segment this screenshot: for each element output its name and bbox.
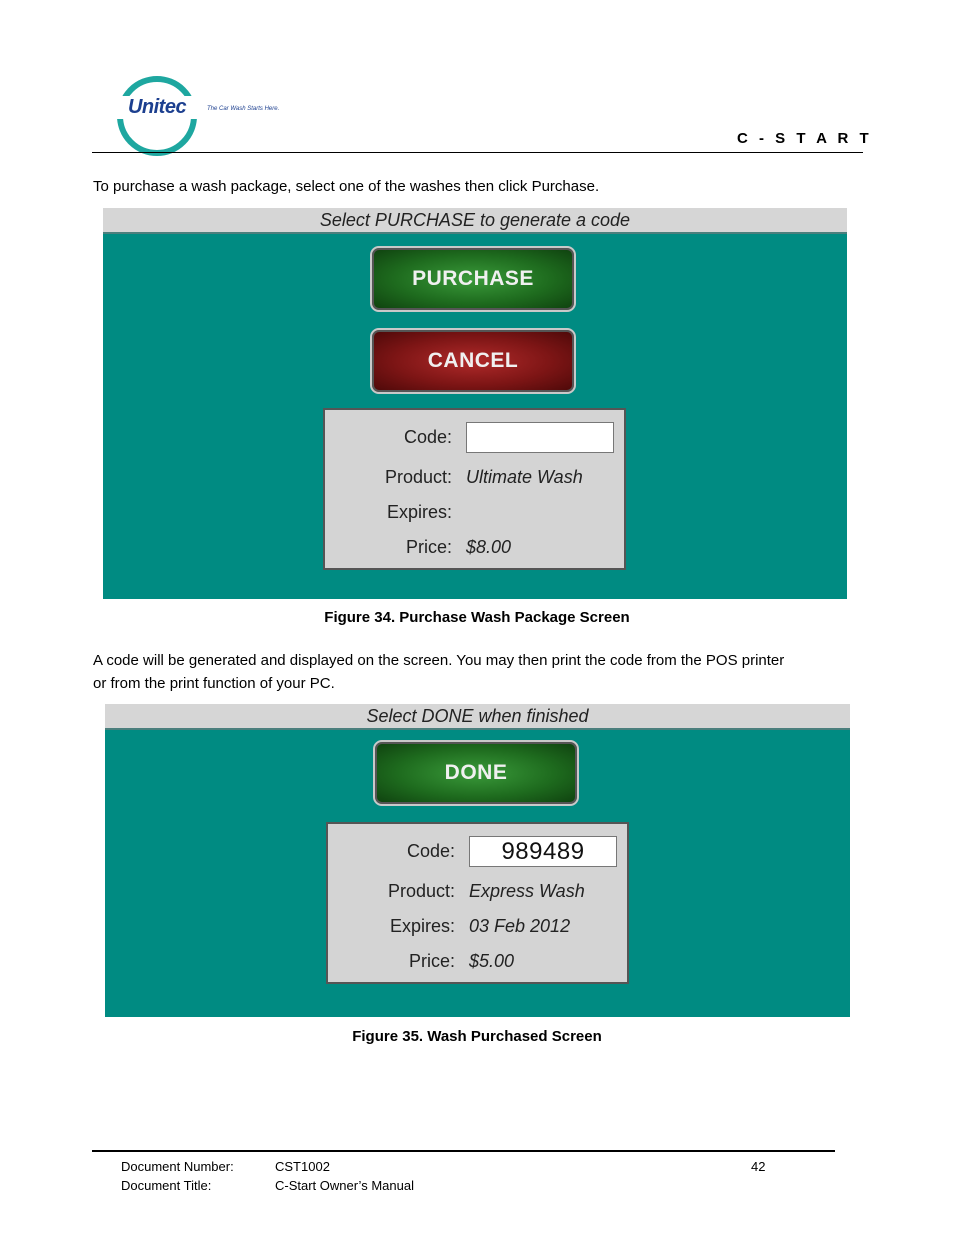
expires-label: Expires: — [389, 916, 455, 936]
code-field[interactable] — [466, 422, 614, 453]
doc-number-value: CST1002 — [275, 1159, 330, 1174]
screen-instruction-bar: Select DONE when finished — [105, 704, 850, 730]
purchase-screen — [103, 208, 847, 599]
figure-35-caption: Figure 35. Wash Purchased Screen — [352, 1028, 602, 1045]
wash-info-panel — [326, 822, 629, 984]
price-label: Price: — [405, 537, 452, 557]
figure-34-caption: Figure 34. Purchase Wash Package Screen — [324, 609, 630, 626]
product-value: Ultimate Wash — [466, 467, 583, 487]
doc-number-label: Document Number: — [121, 1159, 234, 1174]
footer-divider — [92, 1150, 835, 1152]
header-divider — [92, 152, 863, 153]
purchase-button[interactable]: PURCHASE — [370, 246, 576, 312]
done-button[interactable]: DONE — [373, 740, 579, 806]
expires-value: 03 Feb 2012 — [469, 916, 571, 936]
price-value: $8.00 — [466, 537, 512, 557]
logo-wordmark: Unitec — [116, 96, 198, 119]
price-label: Price: — [408, 951, 455, 971]
product-value: Express Wash — [469, 881, 585, 901]
doc-title-label: Document Title: — [121, 1178, 212, 1193]
intro-paragraph: To purchase a wash package, select one of the washes then click Purchase. — [93, 178, 600, 195]
product-label: Product: — [387, 881, 455, 901]
code-label: Code: — [403, 427, 452, 447]
cancel-button[interactable]: CANCEL — [370, 328, 576, 394]
second-paragraph-line-1: A code will be generated and displayed on the screen. You may then print the code from the POS printer — [93, 652, 785, 669]
wash-info-panel — [323, 408, 626, 570]
logo-tagline: The Car Wash Starts Here. — [207, 106, 280, 112]
code-field[interactable]: 989489 — [469, 836, 617, 867]
header-title: C - S T A R T — [737, 130, 873, 147]
product-label: Product: — [384, 467, 452, 487]
second-paragraph-line-2: or from the print function of your PC. — [93, 675, 335, 692]
expires-label: Expires: — [386, 502, 452, 522]
price-value: $5.00 — [469, 951, 515, 971]
done-screen — [105, 704, 850, 1017]
doc-title-value: C-Start Owner’s Manual — [275, 1178, 414, 1193]
screen-instruction-bar: Select PURCHASE to generate a code — [103, 208, 847, 234]
page-number: 42 — [751, 1159, 766, 1174]
code-label: Code: — [406, 841, 455, 861]
